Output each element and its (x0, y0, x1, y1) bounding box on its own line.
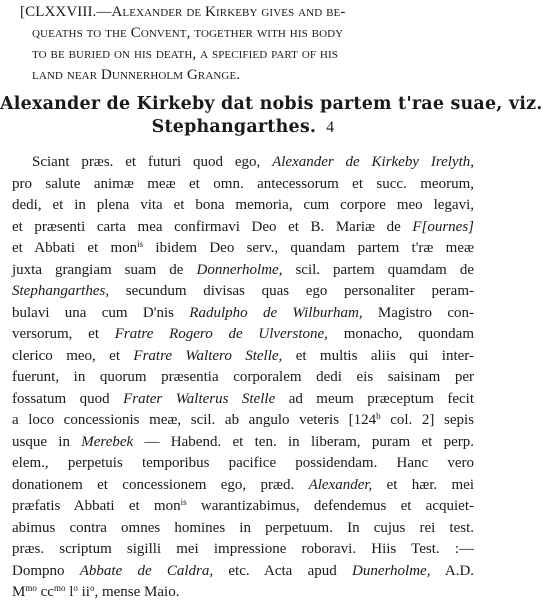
charter-line (12, 303, 474, 325)
date-numeral: ii (77, 584, 90, 600)
charter-line (12, 496, 474, 518)
text-run: etc. Acta apud (213, 562, 337, 579)
charter-line (12, 238, 474, 260)
rubric-place-name: Stephangarthes. (151, 117, 317, 137)
superscript: o (89, 583, 95, 593)
date-numeral: l (65, 584, 74, 600)
place-name: F[ournes] (412, 218, 474, 235)
charter-line (12, 389, 474, 411)
superscript: is (137, 239, 144, 249)
charter-line (12, 324, 474, 346)
person-name: Fratre Rogero de Ulverstone, (114, 326, 328, 342)
charter-text (12, 152, 474, 604)
text-run: col. 2] sepis (380, 412, 474, 428)
text-run: — Habend. et ten. in liberam, puram et perp. (133, 433, 475, 450)
charter-line (12, 217, 474, 239)
heading-line: to be buried on his death, a specified part of his (32, 46, 338, 62)
text-run: a loco concessionis meæ, scil. ab angulo veteris [124 (12, 412, 377, 428)
charter-line (12, 410, 474, 432)
person-name: Alexander, (308, 476, 373, 493)
blackletter-rubric (0, 93, 543, 139)
text-run: ibidem Deo serv., quandam partem t'ræ meæ (143, 240, 474, 256)
text-run: , mense Maio. (94, 584, 180, 600)
heading-line: queaths to the Convent, together with his body (32, 25, 344, 41)
text-run: usque in (12, 433, 70, 450)
text-run: donationem et concessionem ego, præd. (12, 476, 295, 493)
person-name: Abbate de Caldra, (79, 562, 214, 579)
text-run: Dompno (12, 562, 65, 579)
superscript: o (73, 583, 78, 593)
charter-line: pro salute animæ meæ et omn. antecessorum et succ. meorum, (12, 175, 474, 192)
rubric-line: Alexander de Kirkeby dat nobis partem t'rae suae, viz. (0, 94, 543, 114)
superscript: b (376, 411, 381, 421)
date-numeral: M (12, 584, 26, 600)
charter-line (12, 281, 474, 303)
charter-line: fuerunt, in quorum præsentia corporalem dedi eis saisinam per (12, 369, 474, 385)
text-run: et præsenti carta mea confirmavi Deo et B. Mariæ de (12, 218, 401, 235)
text-run: bulavi una cum D'nis (12, 304, 174, 321)
charter-line: dedi, et in plena vita et bona memoria, cum corpore meo legavi, (12, 197, 474, 213)
place-name: Dunerholme, (351, 562, 431, 579)
text-run: et multis aliis qui inter- (282, 347, 474, 364)
text-run: warantizabimus, defendemus et acquiet- (186, 498, 474, 514)
rubric-number: 4 (326, 119, 335, 136)
text-run: juxta grangiam suam de (12, 261, 184, 278)
text-run: A.D. (430, 562, 475, 579)
charter-line (12, 346, 474, 368)
text-run: et hær. mei (372, 476, 474, 493)
charter-line (12, 152, 474, 174)
charter-line (12, 561, 474, 583)
place-name: Donnerholme, (196, 261, 283, 278)
person-name: Fratre Waltero Stelle, (133, 347, 283, 364)
text-run: Magistro con- (362, 304, 475, 321)
charter-line (12, 260, 474, 282)
text-run: fossatum quod (12, 390, 110, 407)
rubric-line (0, 116, 486, 139)
superscript: is (180, 497, 187, 507)
text-run: secundum divisas quas ego personaliter peram- (109, 283, 474, 299)
charter-line: elem., perpetuis temporibus pacifice possidendam. Hanc vero (12, 455, 474, 471)
person-name: Alexander de Kirkeby Irelyth, (272, 154, 474, 170)
text-run: præfatis Abbati et mon (12, 498, 181, 514)
text-run: ad meum præceptum fecit (275, 390, 474, 407)
place-name: Stephangarthes, (12, 283, 110, 299)
text-run: scil. partem quamdam de (282, 261, 474, 278)
charter-line (12, 432, 474, 454)
charter-line: præs. scriptum sigilli mei impressione roboravi. Hiis Test. :— (12, 541, 474, 557)
text-run: clerico meo, et (12, 347, 121, 364)
text-run: monacho, quondam (327, 326, 475, 342)
person-name: Radulpho de Wilburham, (189, 304, 363, 321)
charter-line (12, 475, 474, 497)
text-run: Sciant præs. et futuri quod ego, (32, 154, 261, 170)
text-run: et Abbati et mon (12, 240, 138, 256)
heading-line: land near Dunnerholm Grange. (32, 67, 241, 83)
date-numeral: cc (36, 584, 54, 600)
superscript: mo (53, 583, 66, 593)
heading-line: [CLXXVIII.—Alexander de Kirkeby gives and be- (20, 4, 346, 20)
person-name: Frater Walterus Stelle (123, 390, 276, 407)
superscript: mo (25, 583, 37, 593)
text-run: versorum, et (12, 326, 99, 342)
charter-line: abimus contra omnes homines in perpetuum. In cujus rei test. (12, 519, 474, 536)
charter-summary-heading (20, 2, 474, 86)
place-name: Merebek (81, 433, 134, 450)
charter-line (12, 582, 474, 604)
